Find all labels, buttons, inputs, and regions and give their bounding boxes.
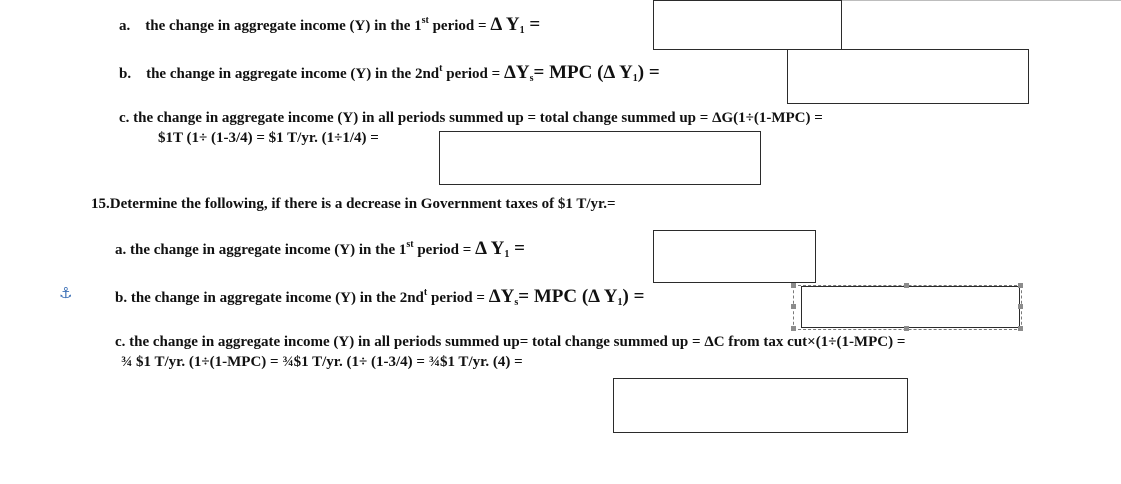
q15-b-sub: s (514, 297, 519, 308)
q15-a-answer-box[interactable] (653, 230, 816, 283)
q14-b-sub2: 1 (632, 73, 638, 84)
q15-b-text2: period = (427, 290, 489, 306)
q14-b-marker: b. (119, 66, 132, 82)
resize-handle-e[interactable] (1018, 304, 1023, 309)
resize-handle-se[interactable] (1018, 326, 1023, 331)
q14-b-sub: s (529, 73, 534, 84)
q15-c-line2: ¾ $1 T/yr. (1÷(1-MPC) = ¾$1 T/yr. (1÷ (1-3/4) = ¾$1 T/yr. (4) = (121, 354, 523, 370)
q14-b-mpc: = MPC (Δ Y (533, 62, 633, 83)
q15-c-line1: c. the change in aggregate income (Y) in all periods summed up= total change summed up = ΔC from tax cut×(1÷(1-MPC) = (115, 334, 906, 350)
resize-handle-s[interactable] (904, 326, 909, 331)
resize-handle-ne[interactable] (1018, 283, 1023, 288)
resize-handle-nw[interactable] (791, 283, 796, 288)
q14-a-delta: Δ Y (490, 14, 520, 35)
q14-a-sub: 1 (519, 25, 525, 36)
q14-b-text2: period = (442, 66, 504, 82)
q15-heading: 15.Determine the following, if there is a decrease in Government taxes of $1 T/yr.= (91, 196, 616, 212)
q14-c-line1: c. the change in aggregate income (Y) in all periods summed up = total change summed up = ΔG(1÷(1-MPC) = (119, 110, 823, 126)
selection-frame[interactable] (793, 285, 1022, 330)
q14-c-answer-box[interactable] (439, 131, 761, 185)
q15-b-sub2: 1 (617, 297, 623, 308)
q14-part-b (119, 64, 660, 83)
q14-b-text: the change in aggregate income (Y) in the 2nd (146, 66, 440, 82)
q15-b-sup: t (423, 287, 428, 298)
q14-a-marker: a. (119, 18, 131, 34)
q14-a-text2: period = (428, 18, 491, 34)
q14-b-answer-box[interactable] (787, 49, 1029, 104)
q15-a-delta: Δ Y (475, 238, 505, 259)
q15-a-sub: 1 (504, 249, 510, 260)
q15-part-a (115, 240, 525, 259)
q15-b-delta: ΔY (488, 286, 515, 307)
q15-a-eq: = (509, 238, 525, 259)
resize-handle-sw[interactable] (791, 326, 796, 331)
q15-b-mpc: = MPC (Δ Y (518, 286, 618, 307)
resize-handle-n[interactable] (904, 283, 909, 288)
q15-a-sup: st (406, 239, 414, 250)
q15-b-text: b. the change in aggregate income (Y) in the 2nd (115, 290, 424, 306)
q14-a-eq: = (524, 14, 541, 35)
q14-part-a (119, 16, 540, 35)
anchor-icon[interactable]: ⚓ (59, 284, 73, 302)
resize-handle-w[interactable] (791, 304, 796, 309)
q14-b-sup: t (439, 63, 443, 74)
q14-c-line2: $1T (1÷ (1-3/4) = $1 T/yr. (1÷1/4) = (158, 130, 379, 146)
q15-b-end: ) = (622, 286, 645, 307)
q14-b-delta: ΔY (503, 62, 530, 83)
q15-a-text2: period = (413, 242, 476, 258)
q15-c-answer-box[interactable] (613, 378, 908, 433)
q14-a-text: the change in aggregate income (Y) in the 1 (145, 18, 422, 34)
q15-a-text: a. the change in aggregate income (Y) in the 1 (115, 242, 407, 258)
q14-a-answer-box[interactable] (653, 0, 842, 50)
q14-a-sup: st (421, 15, 429, 26)
q15-part-b (115, 288, 644, 307)
q14-b-end: ) = (637, 62, 660, 83)
